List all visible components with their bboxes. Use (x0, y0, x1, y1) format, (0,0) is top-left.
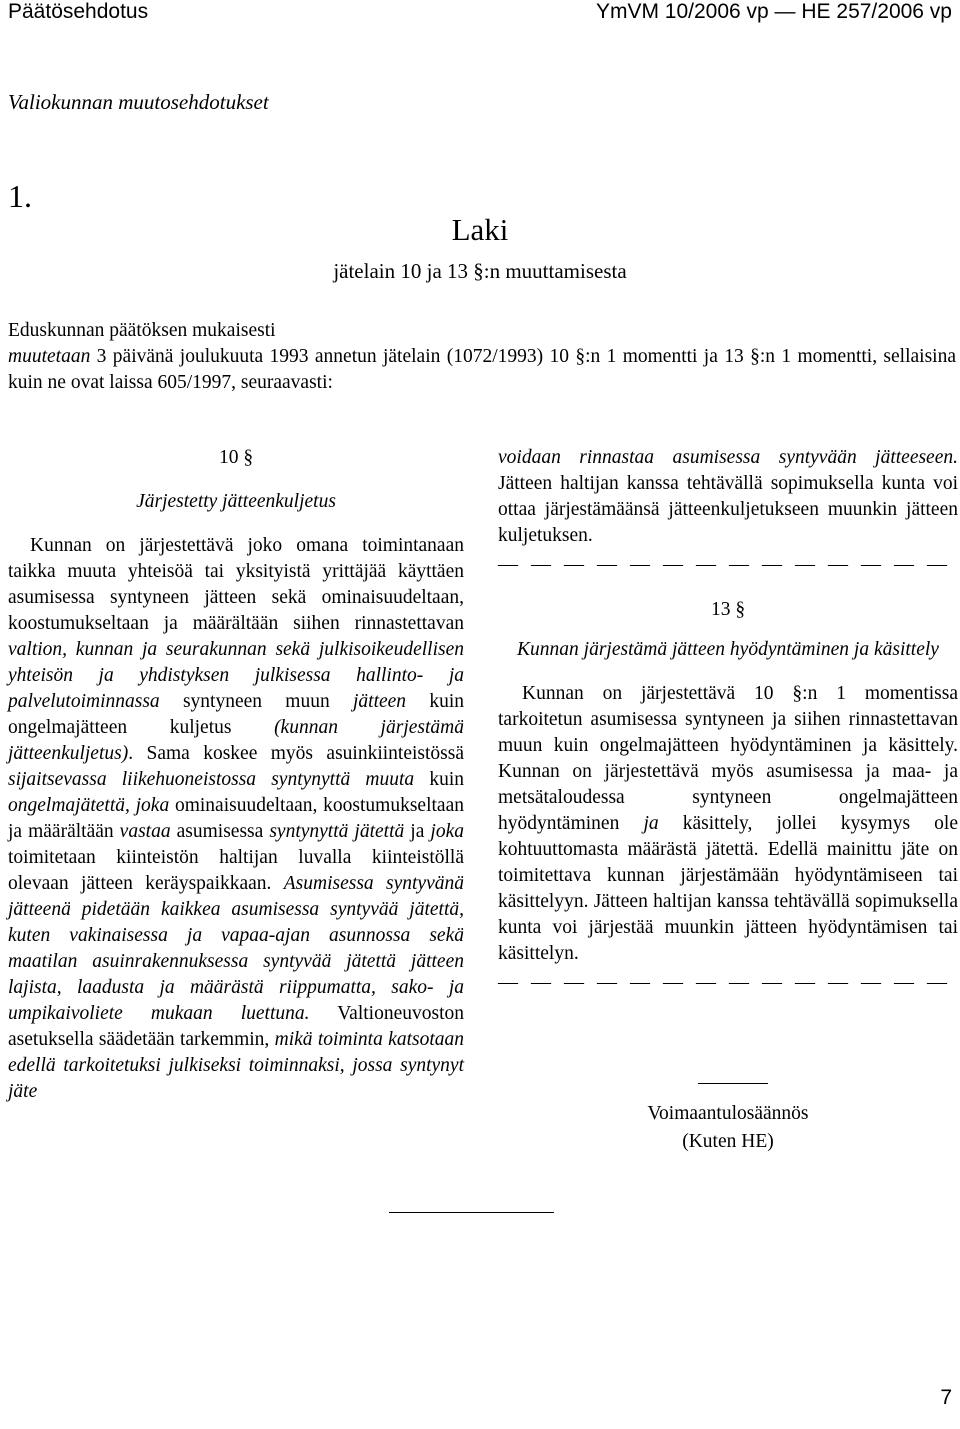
text-run: (kunnan järjestämä jätteenkuljetus) (8, 717, 464, 764)
text-run: kuin (414, 769, 464, 790)
text-run: jätteen (352, 691, 407, 712)
text-run: Jätteen haltijan kanssa tehtävällä sopimuksella kunta voi ottaa järjestämäänsä jätteenkuljetukseen muunkin jätteen kuljetuksen. (498, 473, 958, 546)
intro-rest: 3 päivänä joulukuuta 1993 annetun jätelain (1072/1993) 10 §:n 1 momentti ja 13 §:n 1 momentti, sellaisina kuin ne ovat laissa 605/1997, seuraavasti: (8, 346, 956, 393)
text-run: joka (430, 821, 464, 842)
page-number: 7 (940, 1386, 952, 1409)
section-10 (8, 445, 464, 1105)
text-run: ominaisuudeltaan, koostumukseltaan ja määrältään (8, 795, 464, 842)
omission-dashes: — — — — — — — — — — — — — — (498, 971, 951, 993)
section-13-number: 13 § (710, 599, 746, 620)
section-13-heading: Kunnan järjestämä jätteen hyödyntäminen ja käsittely (517, 639, 939, 660)
text-run: syntyneen muun (159, 691, 353, 712)
item-number: 1. (8, 178, 32, 214)
text-run: Kunnan on järjestettävä joko omana toimintanaan taikka muuta yhteisöä tai yksityistä yrittäjää käyttäen asumisessa syntyneen jätteen sekä ominaisuudeltaan, koostumukseltaan ja määrältään siihen rinnastettavan (8, 535, 464, 634)
text-run: ja (643, 813, 659, 834)
text-run: . Sama koskee myös asuinkiinteistössä (128, 743, 464, 764)
text-run: vastaa (119, 821, 171, 842)
end-line (389, 1212, 554, 1213)
section-10-number: 10 § (218, 447, 254, 468)
text-run: Asumisessa syntyvänä jätteenä pidetään kaikkea asumisessa syntyvää jätettä, kuten vakinaisessa ja vapaa-ajan asunnossa sekä maatilan asuinrakennuksessa syntyvää jätettä jätteen lajista, laadusta ja määrästä riippumatta, sako- ja umpikaivoliete mukaan luettuna. (8, 873, 464, 1024)
intro-line1: Eduskunnan päätöksen mukaisesti (8, 320, 276, 341)
intro-body (8, 344, 956, 396)
entry-into-force-title: Voimaantulosäännös (647, 1103, 809, 1124)
text-run: sijaitsevassa liikehuoneistossa syntynyttä muuta (8, 769, 415, 790)
text-run: kuin ongelmajätteen kuljetus (8, 691, 465, 738)
header-left: Päätösehdotus (8, 0, 149, 23)
intro-verb: muutetaan (8, 346, 91, 367)
text-run: mikä toiminta katsotaan edellä tarkoitetuksi julkiseksi toiminnaksi, jossa syntynyt jäte (8, 1029, 464, 1102)
text-run: asumisessa (170, 821, 270, 842)
text-run: ongelmajätettä, joka (8, 795, 170, 816)
text-run: Valtioneuvoston asetuksella säädetään tarkemmin, (8, 1003, 465, 1050)
law-subtitle: jätelain 10 ja 13 §:n muuttamisesta (333, 259, 627, 283)
text-run: ja (404, 821, 431, 842)
text-run: toimitetaan kiinteistön haltijan luvalla kiinteistöllä olevaan jätteen keräyspaikkaan. (8, 847, 464, 894)
omission-dashes: — — — — — — — — — — — — — — (498, 553, 951, 575)
text-run: Kunnan on järjestettävä 10 §:n 1 momentissa tarkoitetun asumisessa syntyneen ja siihen rinnastettavan muun kuin ongelmajätteen hyödyntäminen ja käsittely. Kunnan on järjestettävä myös asumisessa ja maa- ja metsätaloudessa syntyneen ongelmajätteen hyödyntäminen (498, 683, 958, 834)
text-run: valtion, kunnan ja seurakunnan sekä julkisoikeudellisen yhteisön ja yhdistyksen julkisessa hallinto- ja palvelutoiminnassa (8, 639, 464, 712)
intro-paragraph (8, 318, 956, 396)
text-run: käsittely, jollei kysymys ole kohtuuttomasta määrästä jätettä. Edellä mainittu jäte on toimitettava kunnan järjestämään hyödyntämiseen tai käsittelyyn. Jätteen haltijan kanssa tehtävällä sopimuksella kunta voi järjestää muunkin jätteen hyödyntämisen tai käsittelyn. (498, 813, 958, 964)
right-column (498, 445, 958, 995)
section-10-paragraph (8, 533, 464, 1105)
text-run: voidaan rinnastaa asumisessa syntyvään jätteeseen. (498, 447, 958, 468)
document-subtitle: Valiokunnan muutosehdotukset (8, 90, 269, 114)
entry-into-force (498, 1100, 958, 1156)
law-title: Laki (451, 212, 509, 247)
section-10-heading: Järjestetty jätteenkuljetus (136, 491, 336, 512)
entry-into-force-note: (Kuten HE) (682, 1131, 774, 1152)
header-right: YmVM 10/2006 vp — HE 257/2006 vp (595, 0, 952, 23)
section-10-continuation (498, 445, 958, 549)
separator-line (698, 1083, 768, 1084)
text-run: syntynyttä jätettä (269, 821, 405, 842)
section-13-paragraph (498, 681, 958, 967)
